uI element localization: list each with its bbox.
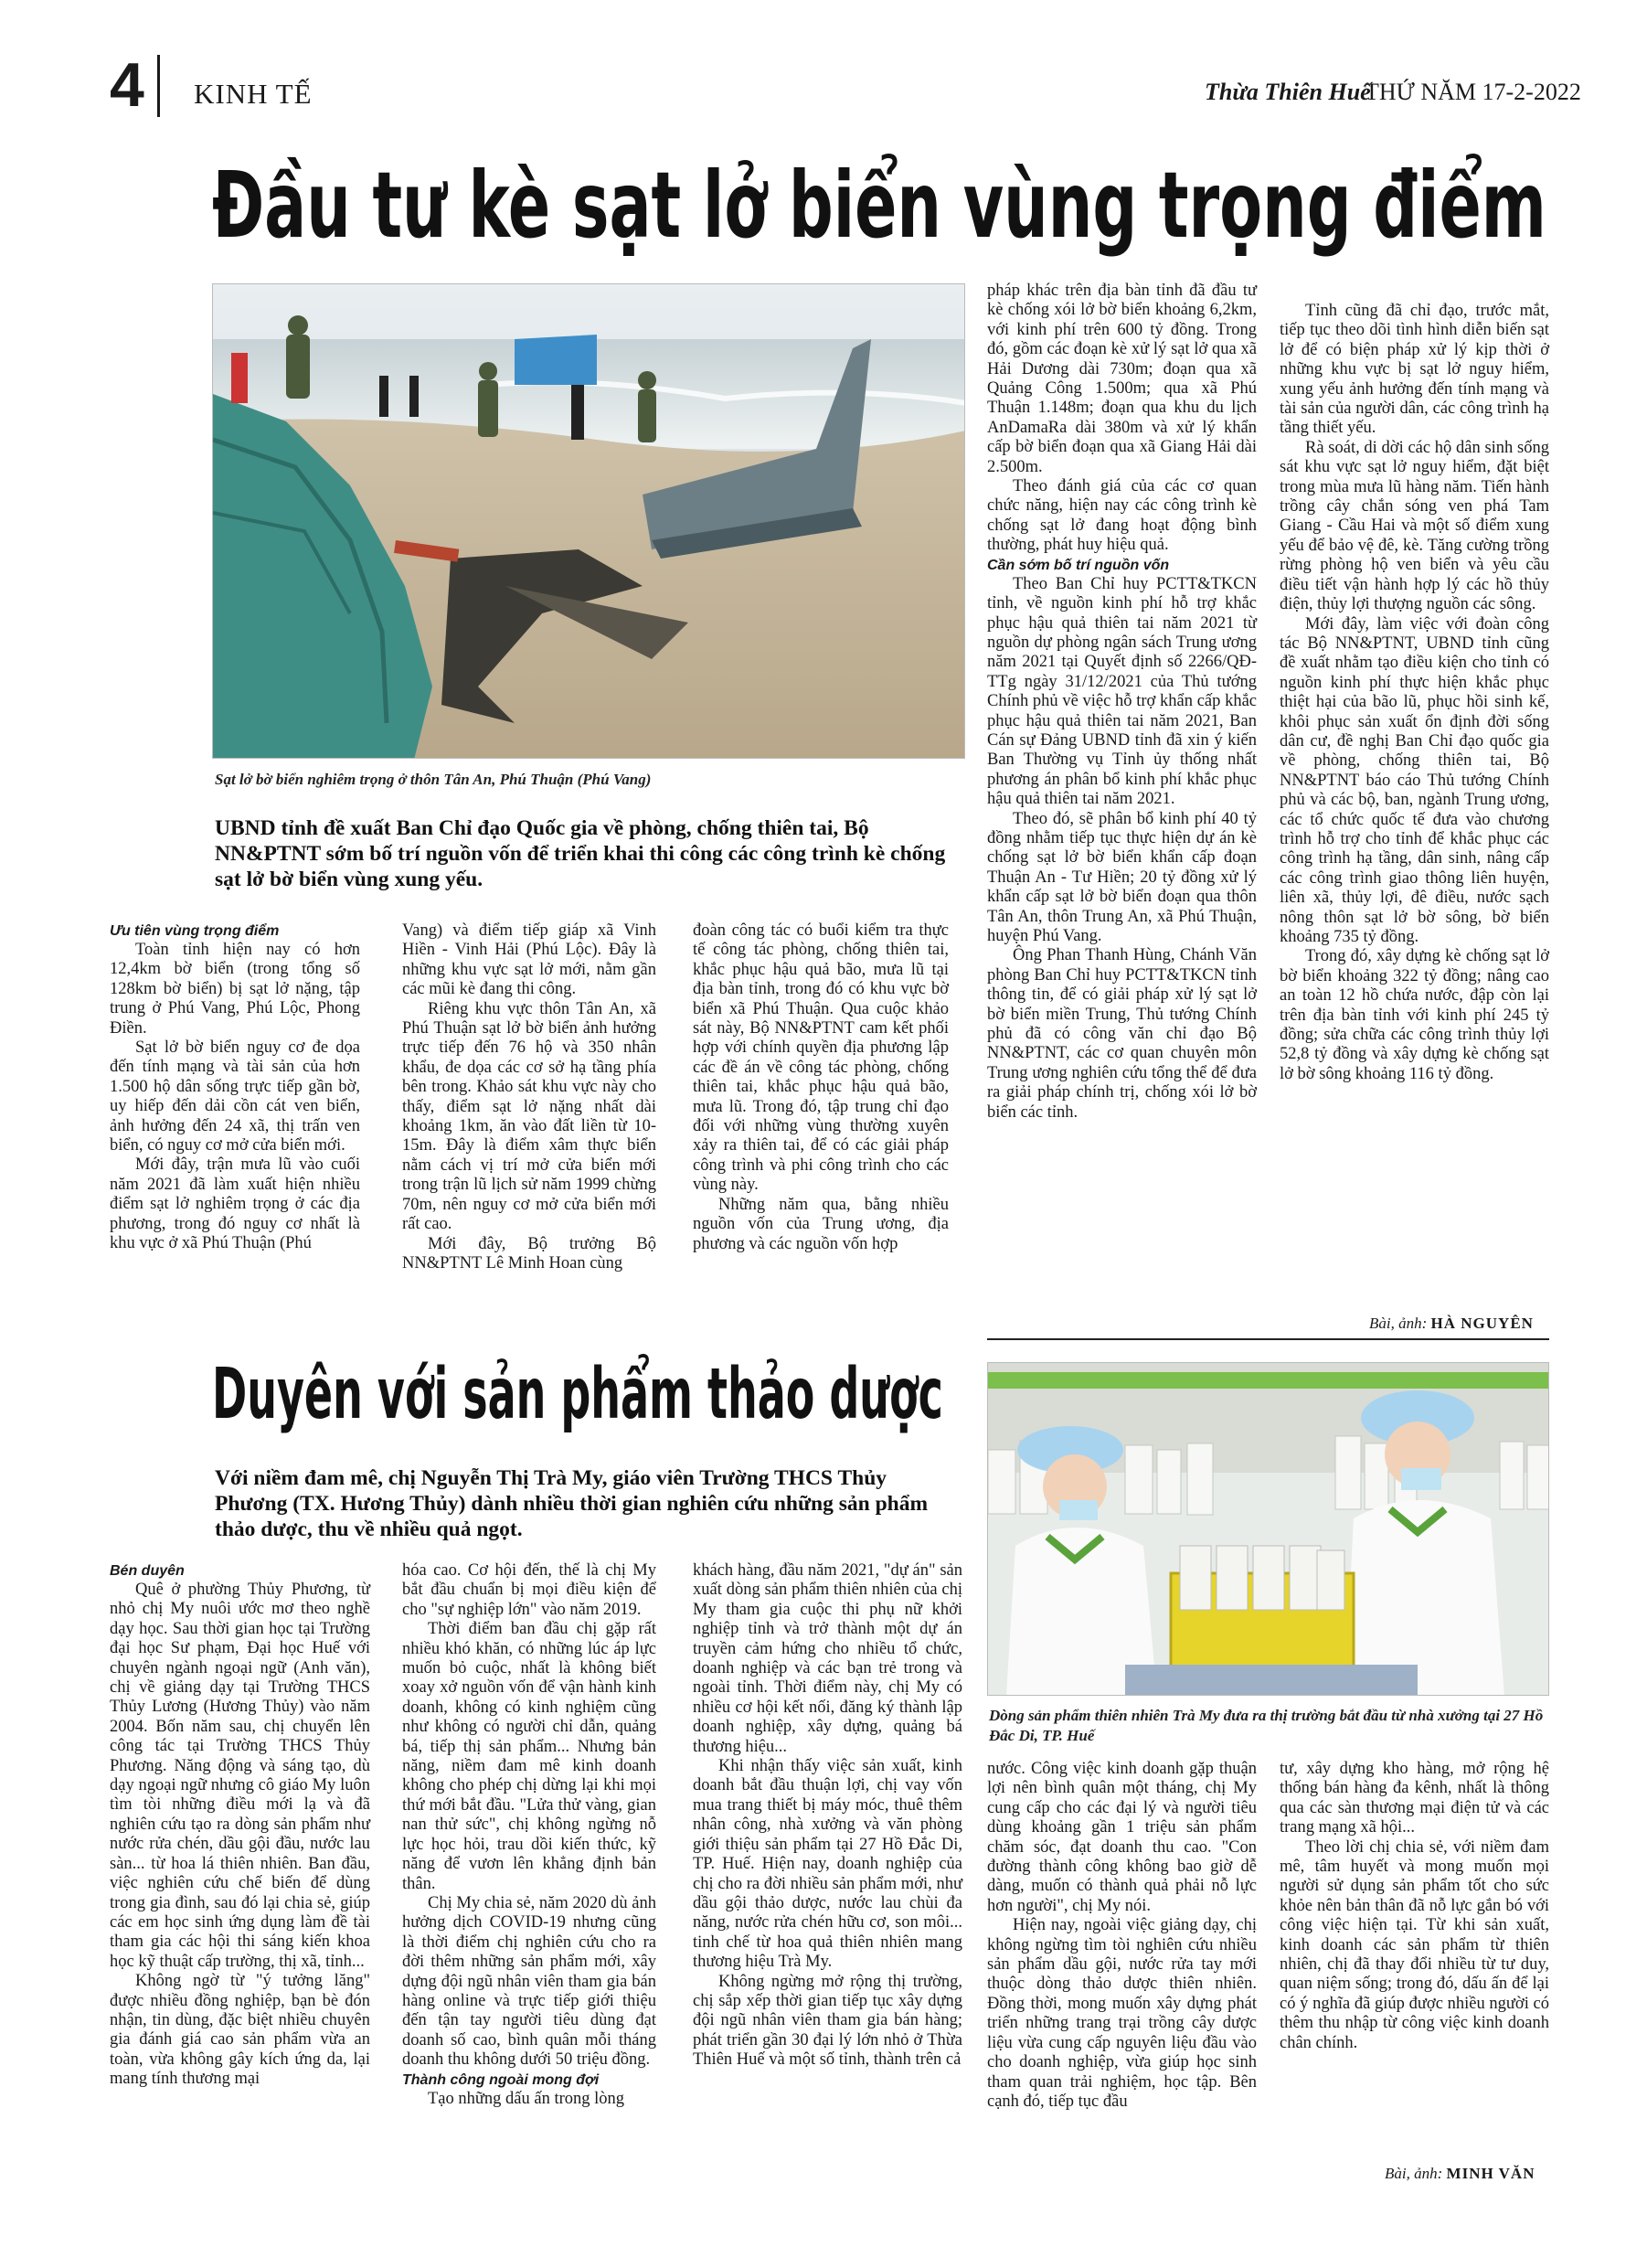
herbal-products-image xyxy=(988,1363,1549,1696)
paragraph: Theo đó, sẽ phân bổ kinh phí 40 tỷ đồng nhằm tiếp tục thực hiện dự án kè chống sạt lở bờ biển khẩn cấp đoạn Thuận An - Tư Hiền; 20 tỷ đồng xử lý khẩn cấp sạt lở bờ biển đoạn qua thôn Tân An, thôn Trung An, xã Phú Thuận, huyện Phú Vang. xyxy=(987,809,1257,945)
paragraph: Toàn tỉnh hiện nay có hơn 12,4km bờ biển (trong tổng số 128km bờ biển) bị sạt lở nặng, tập trung ở Phú Vang, Phú Lộc, Phong Điền. xyxy=(110,941,360,1038)
article1-column-3 xyxy=(693,921,949,1254)
paragraph: Theo đánh giá của các cơ quan chức năng, hiện nay các công trình kè chống sạt lở đang hoạt động bình thường, phát huy hiệu quả. xyxy=(987,477,1257,555)
paragraph: Vang) và điểm tiếp giáp xã Vinh Hiền - Vinh Hải (Phú Lộc). Đây là những khu vực sạt lở mới, nằm gần các mũi kè đang thi công. xyxy=(402,921,656,999)
subheading: Bén duyên xyxy=(110,1563,185,1579)
subheading: Ưu tiên vùng trọng điểm xyxy=(110,923,280,939)
byline-prefix: Bài, ảnh: xyxy=(1369,1315,1428,1332)
paragraph: Mới đây, làm việc với đoàn công tác Bộ NN&PTNT, UBND tỉnh cũng đề xuất nhằm tạo điều kiện cho tỉnh có nguồn kinh phí thực hiện khắc phục thiệt hại của bão lũ, phục hồi sinh kế, khôi phục sản xuất ổn định đời sống dân cư, đề nghị Ban Chỉ đạo quốc gia về phòng, chống thiên tai, Bộ NN&PTNT báo cáo Thủ tướng Chính phủ và các bộ, ban, ngành Trung ương, các tổ chức quốc tế đưa vào chương trình hỗ trợ cho tỉnh để khắc phục các công trình hạ tầng, dân sinh, nâng cấp các công trình giao thông liên huyện, liên xã, thủy lợi, đê điều, nước sạch nông thôn sạt lở bờ sông, bờ biển khoảng 735 tỷ đồng. xyxy=(1280,614,1549,946)
article1-photo xyxy=(212,283,965,759)
article1-title: Đầu tư kè sạt lở biển vùng trọng điểm xyxy=(212,152,1546,259)
paragraph: Không ngừng mở rộng thị trường, chị sắp xếp thời gian tiếp tục xây dựng đội ngũ nhân viên tham gia bán hàng; phát triển gần 30 đại lý lớn nhỏ ở Thừa Thiên Huế và một số tỉnh, thành trên cả xyxy=(693,1972,962,2070)
paragraph: pháp khác trên địa bàn tỉnh đã đầu tư kè chống xói lở bờ biển khoảng 6,2km, với kinh phí trên 600 tỷ đồng. Trong đó, gồm các đoạn kè xử lý sạt lở qua xã Hải Dương dài 730m; đoạn qua xã Quảng Công 1.500m; qua xã Phú Thuận 1.148m; đoạn qua khu du lịch AnDamaRa dài 380m và xử lý khẩn cấp bờ biển đoạn qua xã Giang Hải dài 2.500m. xyxy=(987,282,1257,476)
paragraph: Riêng khu vực thôn Tân An, xã Phú Thuận sạt lở bờ biển ảnh hưởng trực tiếp đến 76 hộ và 350 nhân khẩu, đe dọa các cơ sở hạ tầng phía bên trong. Khảo sát khu vực này cho thấy, điểm sạt lở nặng nhất dài khoảng 1km, ăn vào đất liền từ 10-15m. Đây là điểm xâm thực biển nằm cách vị trí mở cửa biển mới trong trận lũ lịch sử năm 1999 chừng 70m, nên nguy cơ mở cửa biển mới rất cao. xyxy=(402,999,656,1234)
article2-author: MINH VĂN xyxy=(1446,2165,1535,2182)
issue-date: THỨ NĂM 17-2-2022 xyxy=(1365,79,1581,105)
subheading: Thành công ngoài mong đợi xyxy=(402,2071,600,2088)
article1-column-2 xyxy=(402,921,656,1273)
paragraph: Chị My chia sẻ, năm 2020 dù ảnh hưởng dịch COVID-19 nhưng cũng là thời điểm chị nghiên cứu cho ra đời thêm những sản phẩm mới, xây dựng đội ngũ nhân viên tham gia bán hàng online và trực tiếp giới thiệu đến tận tay người tiêu dùng đạt doanh số cao, bình quân mỗi tháng doanh thu không dưới 50 triệu đồng. xyxy=(402,1893,656,2070)
byline-prefix: Bài, ảnh: xyxy=(1385,2165,1443,2182)
paragraph: Khi nhận thấy việc sản xuất, kinh doanh bắt đầu thuận lợi, chị vay vốn mua trang thiết bị máy móc, thuê thêm nhân công, nhà xưởng và văn phòng giới thiệu sản phẩm tại 27 Hồ Đắc Di, TP. Huế. Hiện nay, doanh nghiệp của chị cho ra đời nhiều sản phẩm mới, như dầu gội thảo dược, nước lau chùi đa năng, nước rửa chén hữu cơ, son môi... tinh chế từ hoa quả thiên nhiên mang thương hiệu Trà My. xyxy=(693,1757,962,1972)
paragraph: Rà soát, di dời các hộ dân sinh sống sát khu vực sạt lở nguy hiểm, đặt biệt trong mùa mưa lũ hàng năm. Tiến hành trồng cây chắn sóng ven phá Tam Giang - Cầu Hai và một số điểm xung yếu để bảo vệ đê, kè. Tăng cường trồng rừng phòng hộ ven biển và yêu cầu điều tiết vận hành hợp lý các hồ thủy điện, thủy lợi thượng nguồn các sông. xyxy=(1280,438,1549,614)
paragraph: nước. Công việc kinh doanh gặp thuận lợi nên bình quân một tháng, chị My cung cấp cho các đại lý và người tiêu dùng khoảng gần 1 triệu sản phẩm chăm sóc, đạt doanh thu cao. "Con đường thành công không bao giờ dễ dàng, muốn có thành quả phải nỗ lực hơn người", chị My nói. xyxy=(987,1760,1257,1915)
paragraph: Tỉnh cũng đã chỉ đạo, trước mắt, tiếp tục theo dõi tình hình diễn biến sạt lở để có biện pháp xử lý kịp thời ở những khu vực bị sạt lở nguy hiểm, xung yếu ảnh hưởng đến tính mạng và tài sản của người dân, các công trình hạ tầng thiết yếu. xyxy=(1280,302,1549,438)
article1-column-1 xyxy=(110,921,360,1254)
paragraph: Tạo những dấu ấn trong lòng xyxy=(428,2089,625,2108)
article2-column-5 xyxy=(1280,1760,1549,2053)
paragraph: Theo lời chị chia sẻ, với niềm đam mê, tâm huyết và mong muốn mọi người sử dụng sản phẩm tốt cho sức khỏe nên bản thân đã nỗ lực gắn bó với công việc hiện tại. Từ khi sản xuất, kinh doanh các sản phẩm từ thiên nhiên, chị đã thay đổi nhiều từ tư duy, quan niệm sống; trong đó, dấu ấn để lại có ý nghĩa đã giúp được nhiều người có thêm thu nhập từ công việc kinh doanh chân chính. xyxy=(1280,1837,1549,2052)
paragraph: Quê ở phường Thủy Phương, từ nhỏ chị My nuôi ước mơ theo nghề dạy học. Sau thời gian học tại Trường đại học Sư phạm, Đại học Huế với chuyên ngành ngoại ngữ (Anh văn), chị về giảng dạy tại Trường THCS Thủy Lương (Hương Thủy) vào năm 2004. Bốn năm sau, chị chuyển lên công tác tại Trường THCS Thủy Phương. Năng động và sáng tạo, dù dạy ngoại ngữ nhưng cô giáo My luôn tìm tòi những điều mới lạ và đã nghiên cứu tạo ra dòng sản phẩm như nước rửa chén, dầu gội đầu, nước lau sàn... từ hoa lá thiên nhiên. Ban đầu, việc nghiên cứu chế biến để dùng trong gia đình, sau đó lại chia sẻ, giúp các em học sinh ứng dụng làm đề tài tham gia các hội thi sáng kiến khoa học kỹ thuật cấp trường, thị xã, tỉnh... xyxy=(110,1581,370,1971)
paragraph: Những năm qua, bằng nhiều nguồn vốn của Trung ương, địa phương và các nguồn vốn hợp xyxy=(693,1195,949,1253)
article2-column-1 xyxy=(110,1561,370,2090)
section-label: KINH TẾ xyxy=(194,78,313,110)
coastal-erosion-image xyxy=(213,284,965,759)
article2-column-2 xyxy=(402,1561,656,2109)
article1-photo-caption: Sạt lở bờ biển nghiêm trọng ở thôn Tân An, Phú Thuận (Phú Vang) xyxy=(215,771,652,788)
paragraph: Thời điểm ban đầu chị gặp rất nhiều khó khăn, có những lúc áp lực muốn bỏ cuộc, nhất là không biết xoay xở nguồn vốn để vận hành kinh doanh, không có kinh nghiệm cũng như không có người chỉ dẫn, quảng bá, tiếp thị sản phẩm... Nhưng bản năng, niềm đam mê kinh doanh không cho phép chị dừng lại khi mọi thứ mới bắt đầu. "Lửa thử vàng, gian nan thử sức", chị không ngừng nỗ lực học hỏi, trau dồi kiến thức, kỹ năng để vươn lên khẳng định bản thân. xyxy=(402,1620,656,1893)
paragraph: Ông Phan Thanh Hùng, Chánh Văn phòng Ban Chỉ huy PCTT&TKCN tỉnh thông tin, để có giải pháp xử lý sạt lở bờ biển miền Trung, Thủ tướng Chính phủ đã có công văn chỉ đạo Bộ NN&PTNT, các cơ quan chuyên môn Trung ương nghiên cứu tổng thể để đưa ra giải pháp chính trị, chống xói lở bờ biển các tỉnh. xyxy=(987,946,1257,1122)
paragraph: khách hàng, đầu năm 2021, "dự án" sản xuất dòng sản phẩm thiên nhiên của chị My tham gia cuộc thi phụ nữ khởi nghiệp tỉnh và trở thành một dự án truyền cảm hứng cho nhiều tổ chức, doanh nghiệp và các bạn trẻ trong và ngoài tỉnh. Thời điểm này, chị My có nhiều cơ hội kết nối, đăng ký thành lập doanh nghiệp, xây dựng, quảng bá thương hiệu... xyxy=(693,1561,962,1756)
paragraph: Theo Ban Chỉ huy PCTT&TKCN tỉnh, về nguồn kinh phí hỗ trợ khắc phục hậu quả thiên tai năm 2021 từ nguồn dự phòng ngân sách Trung ương năm 2021 tại Quyết định số 2266/QĐ-TTg ngày 31/12/2021 của Thủ tướng Chính phủ về việc hỗ trợ khẩn cấp khắc phục hậu quả thiên tai năm 2021, Ban Cán sự Đảng UBND tỉnh đã xin ý kiến Ban Thường vụ Tỉnh ủy thống nhất phương án phân bổ kinh phí khắc phục hậu quả thiên tai năm 2021. xyxy=(987,574,1257,809)
paragraph: Mới đây, Bộ trưởng Bộ NN&PTNT Lê Minh Hoan cùng xyxy=(402,1234,656,1272)
paragraph: đoàn công tác có buổi kiểm tra thực tế công tác phòng, chống thiên tai, khắc phục hậu quả bão, mưa lũ tại địa bàn tỉnh, trong đó có khu vực bờ biển xã Phú Thuận. Qua cuộc khảo sát này, Bộ NN&PTNT cam kết phối hợp với chính quyền địa phương lập các đề án về công tác phòng, chống thiên tai, khắc phục hậu quả bão, mưa lũ. Trong đó, tập trung chỉ đạo đối với những vùng thường xuyên xảy ra thiên tai, để có các giải pháp công trình và phi công trình cho các vùng này. xyxy=(693,921,949,1195)
paragraph: Trong đó, xây dựng kè chống sạt lở bờ biển khoảng 322 tỷ đồng; nâng cao an toàn 12 hồ chứa nước, đập còn lại trên địa bàn tỉnh với kinh phí 245 tỷ đồng; sửa chữa các công trình thủy lợi 52,8 tỷ đồng và xây dựng kè chống sạt lở bờ sông khoảng 116 tỷ đồng. xyxy=(1280,947,1549,1083)
header-divider xyxy=(157,55,160,117)
paragraph: hóa cao. Cơ hội đến, thế là chị My bắt đầu chuẩn bị mọi điều kiện để cho "sự nghiệp lớn" vào năm 2019. xyxy=(402,1561,656,1619)
article1-author: HÀ NGUYÊN xyxy=(1430,1315,1534,1332)
article2-byline xyxy=(1385,2165,1535,2183)
page-number: 4 xyxy=(110,50,144,120)
article2-photo xyxy=(987,1362,1549,1696)
article2-title: Duyên với sản phẩm thảo dược xyxy=(212,1354,943,1435)
article2-lead: Với niềm đam mê, chị Nguyễn Thị Trà My, giáo viên Trường THCS Thủy Phương (TX. Hương Thủy) dành nhiều thời gian nghiên cứu những sản phẩm thảo dược, thu về nhiều quả ngọt. xyxy=(215,1466,929,1541)
article1-lead: UBND tỉnh đề xuất Ban Chỉ đạo Quốc gia về phòng, chống thiên tai, Bộ NN&PTNT sớm bố trí nguồn vốn để triển khai thi công các công trình kè chống sạt lở bờ biển vùng xung yếu. xyxy=(215,816,946,891)
paragraph: Không ngờ từ "ý tưởng lăng" được nhiều đồng nghiệp, bạn bè đón nhận, tin dùng, đặc biệt nhiều chuyên gia đánh giá cao sản phẩm vừa an toàn, vừa không gây kích ứng da, lại mang tính thương mại xyxy=(110,1972,370,2089)
paragraph: tư, xây dựng kho hàng, mở rộng hệ thống bán hàng đa kênh, nhất là thông qua các sàn thương mại điện tử và các trang mạng xã hội... xyxy=(1280,1760,1549,1837)
paragraph: Mới đây, trận mưa lũ vào cuối năm 2021 đã làm xuất hiện nhiều điểm sạt lở nghiêm trọng ở các địa phương, trong đó nguy cơ nhất là khu vực ở xã Phú Thuận (Phú xyxy=(110,1155,360,1253)
article1-column-5 xyxy=(1280,302,1549,1084)
article1-column-4 xyxy=(987,282,1257,1123)
article2-column-3 xyxy=(693,1561,962,2071)
article-separator xyxy=(987,1338,1549,1340)
subheading: Cần sớm bố trí nguồn vốn xyxy=(987,557,1170,573)
article2-photo-caption: Dòng sản phẩm thiên nhiên Trà My đưa ra thị trường bắt đầu từ nhà xưởng tại 27 Hồ Đắc Di, TP. Huế xyxy=(989,1707,1544,1744)
newspaper-name: Thừa Thiên Huế xyxy=(1205,79,1371,105)
paragraph: Hiện nay, ngoài việc giảng dạy, chị không ngừng tìm tòi nghiên cứu nhiều sản phẩm dầu gội, nước rửa tay mới thuộc dòng thảo dược thiên nhiên. Đồng thời, mong muốn xây dựng phát triển những trang trại trồng cây dược liệu vừa cung cấp nguyên liệu đầu vào cho doanh nghiệp, vừa giúp học sinh tham quan trải nghiệm, học tập. Bên cạnh đó, tiếp tục đầu xyxy=(987,1916,1257,2111)
paragraph: Sạt lở bờ biển nguy cơ đe dọa đến tính mạng và tài sản của hơn 1.500 hộ dân sống trực tiếp gần bờ, uy hiếp đến dải cồn cát ven biển, ảnh hưởng đến 24 xã, thị trấn ven biển, có nguy cơ mở cửa biển mới. xyxy=(110,1038,360,1155)
article1-byline xyxy=(1369,1315,1534,1333)
article2-column-4 xyxy=(987,1760,1257,2112)
